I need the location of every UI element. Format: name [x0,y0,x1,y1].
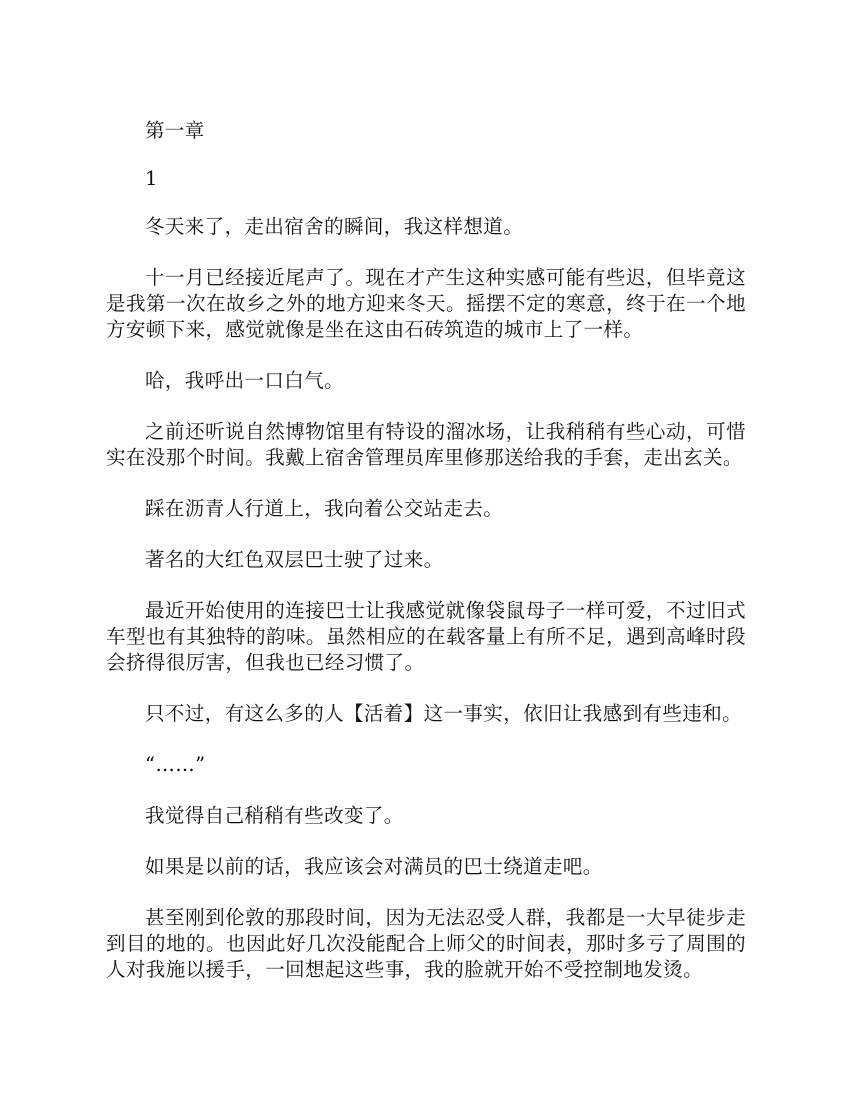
paragraph: 如果是以前的话，我应该会对满员的巴士绕道走吧。 [145,855,603,878]
paragraph: “……” [145,753,206,776]
chapter-title: 第一章 [145,119,205,142]
paragraph: 十一月已经接近尾声了。现在才产生这种实感可能有些迟，但毕竟这是我第一次在故乡之外的地方迎来冬天。摇摆不定的寒意，终于在一个地方安顿下来，感觉就像是坐在这由石砖筑造的城市上了一样。 [106,266,746,341]
paragraph: 著名的大红色双层巴士驶了过来。 [145,548,444,571]
document-page [106,118,746,1008]
paragraph: 哈，我呼出一口白气。 [145,369,345,392]
paragraph: 最近开始使用的连接巴士让我感觉就像袋鼠母子一样可爱，不过旧式车型也有其独特的韵味。虽然相应的在载客量上有所不足，遇到高峰时段会挤得很厉害，但我也已经习惯了。 [106,599,746,674]
section-number: 1 [145,167,158,190]
paragraph: 甚至刚到伦敦的那段时间，因为无法忍受人群，我都是一大早徒步走到目的地的。也因此好几次没能配合上师父的时间表，那时多亏了周围的人对我施以援手，一回想起这些事，我的脸就开始不受控制地发烫。 [106,906,746,981]
paragraph: 只不过，有这么多的人【活着】这一事实，依旧让我感到有些违和。 [145,702,743,725]
paragraph: 我觉得自己稍稍有些改变了。 [145,804,404,827]
paragraph: 之前还听说自然博物馆里有特设的溜冰场，让我稍稍有些心动，可惜实在没那个时间。我戴上宿舍管理员库里修那送给我的手套，走出玄关。 [106,420,746,469]
paragraph: 踩在沥青人行道上，我向着公交站走去。 [145,497,504,520]
paragraph: 冬天来了，走出宿舍的瞬间，我这样想道。 [145,215,524,238]
